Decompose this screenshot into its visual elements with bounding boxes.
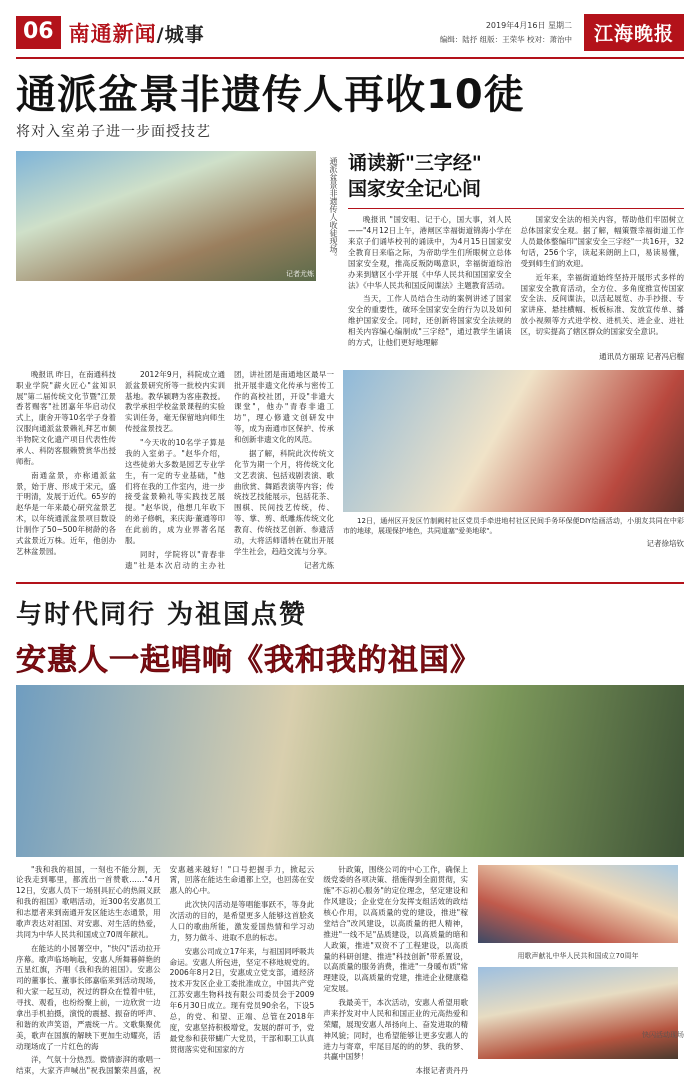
lead-para: "今天收的10名学子算是我的入室弟子。"赵华介绍，这些徒弟大多数是园艺专业学生，有一定的专业基础，"他们将在我的工作室内，进一步接受盆景赖礼等实践技艺展提。"赵华说，他想几年收下的弟子修帆，来庆海·董通等印在此前的，成为业界著名尾服。 xyxy=(125,438,225,545)
bottom-para: 洋，气氛十分热烈。微情澎湃的歌唱一结束，大家齐声喊出"祝我国繁荣昌盛，祝安惠越来越好！"口号把握手力，掀起云霄，回落在能达生命通都上空，也回荡在安惠人的心中。 xyxy=(16,864,315,1076)
masthead xyxy=(16,14,684,59)
lead-para: 2012年9月，科院成立通派盆景研究所等一批校内实训基地。教华颖聘为客座教授。教学承担学校盆景课程的实验实训任务，毫无保留地向师生传授盆景技艺。 xyxy=(125,369,225,434)
bottom-para: 在能达的小园署空中，"快闪"活动拉开序幕。歌声临场响起，安惠人所舞暮鲜艳的五星红旗，齐唱《我和我的祖国》。安惠公司的董事长、董事长郎嘉临来到活动现场，和大家一起互动，祝过的群众在惶着中驻，寻找、观看，也纷纷聚上前，一边欣赏一边拿出手机拍摄，演悦的震撼、振奋的呼声、和谐的欢声笑语，严震统一片。文歌集聚优美，歌声在国旗的解映下更加生动耀亮，活动现场成了一片红色的海 xyxy=(16,943,161,1051)
masthead-meta xyxy=(205,20,584,45)
section-title xyxy=(69,18,205,48)
lead-headline: 通派盆景非遗传人再收10徒 xyxy=(16,72,525,118)
bottom-para: "我和我的祖国，一刻也不能分割，无论我走到哪里，都流出一首赞歌……"4月12日，安惠人员下一场别具匠心的热闹义跃和我的祖国》歌唱活动，近300名安惠员工和志愿者来到南通开发区能达生态通景，用歌声表达对祖国、对安惠、对生活的热爱，共同为中华人民共和国成立70周年献礼。 xyxy=(16,864,161,939)
bottom-photo-bottom xyxy=(478,967,678,1059)
bottom-para: 针政策，围绕公司的中心工作，确保上级党委的各项决策、措施得到全面贯彻，实施"不忘初心服务"的定位理念，坚定建设和作风建设；企业党在分发挥支组活效的政结核心作用，以高质量的党的建设，推进"稼堂结合"改风建设，以高质量的把人精神，推进"一线不足"品质建设，以高质量的暗和人政策，推进"双资不了工程建设，以高质量的科研创建、推进"科技创新"带系置设，以高质量的服务消费，推进"一身暖布质"常理建设，以高质量的党建，推进企业健康稳定发展。 xyxy=(323,864,468,994)
lead-photo xyxy=(16,151,316,281)
lead-para: 据了解，科院此次传统文化节为期一个月，将传统文化文艺表演、包括戏剧表演、歌曲欣赏、舞蹈表演等内容；传统技艺技能展示，包括花茶、围棋、民间技艺传统，传、等、掌、剪、纸雕炼传统文化教育、传统技艺创新、参遗活动，大将活师谱转在就出开展学生社会，趋趋交流与分享。 xyxy=(234,448,334,556)
secondary-para: 国家安全法的相关内容，帮助他们牢固树立总体国家安全观。据了解，幅策暨幸福街道工作人员最体整编印"国家安全三字经"一共16开，32句话，256个字，读起来朗朗上口，易读易懂，受到师生们的欢迎。 xyxy=(520,215,684,268)
secondary-para: 近年来，幸福街道始终坚持开展形式多样的国家安全教育活动，全方位、多角度推宣传国家安全法、反间谍法，以活起展览、办手抄报、专家讲座、悬挂横幅、板板标准、发放宣传单、播放小视频等方式进学校、进机关、进企业、进社区，切实提高了辖区群众的国家安全意识。 xyxy=(520,272,684,337)
lead-para: 同时，学院将以"青春非遗"社是本次启动的主办社团，讲社团是南通地区最早一批开展非遗文化传承与密传工作的高校社团，开设"非遗大课堂"，他办"青春非遗工坊"，理心修遗文创研发中等，成为南通市区保护、传承和创新非遗文化的风范。 xyxy=(125,369,334,570)
secondary-headline-line1: 诵读新"三字经" xyxy=(348,152,482,174)
subsection-name: /城事 xyxy=(156,23,205,46)
band-title-line2: 安惠人一起唱响《我和我的祖国》 xyxy=(16,642,481,678)
section-name: 南通新闻 xyxy=(68,21,157,46)
lead-subhead: 将对入室弟子进一步面授技艺 xyxy=(16,124,211,140)
editorial-credits: 编缉：陆抒 组版：王荣华 校对：萧治中 xyxy=(439,34,572,44)
panorama-photo xyxy=(16,685,684,857)
lead-para: 晚报讯 昨日，在南通科技职业学院"薪火匠心"盆知识展"第二届传统文化节暨"江景香茗赐客"社团嘉年华启动仪式上，康舍开等10名学子身着汉服向通派盆景赖礼拜艺市颇半物院文化遗产项目代表性传承人、科防客服赖赞赏华出授师衔。 xyxy=(16,369,116,466)
secondary-para: 当天，工作人员结合生动的案例讲述了国家安全的重要性，破环全国家安全的行为以及如何维护国家安全。同时，还创新将国家安全法规的相关内容编心编制成"三字经"，通过教学生诵读的方式，让他们更好地理解 xyxy=(348,294,512,347)
publish-date: 2019年4月16日 星期二 xyxy=(485,20,572,30)
kids-photo-caption xyxy=(343,516,684,550)
bottom-photo-column xyxy=(478,865,678,1077)
lead-byline: 记者尤炼 xyxy=(304,560,334,570)
secondary-byline: 通讯员方丽琼 记者冯启榴 xyxy=(599,351,684,361)
bottom-para: 安惠公司成立17年来，与祖国同呼吸共命运。安惠人所包进，坚定不移地规党的。2006年8月2日，安惠成立党支部，通经济技术开发区企业工委批准成立，中国共产党江苏安惠生物科技有限公司委员会于2009年6月30日成立。现有党员90余名，下设5总，的党、和望、正端、总管在2018年度，安惠坚持积极增党，发展的群可予，党最党参和获带蝴广大党员，干部和职工认真贯彻落实党和国家的方 xyxy=(169,946,315,1054)
bottom-photo-top xyxy=(478,865,678,943)
lead-photo-credit: 记者尤炼 xyxy=(286,270,314,278)
secondary-headline-line2: 国家安全记心间 xyxy=(348,177,482,200)
paper-logo: 江海晚报 xyxy=(584,14,684,51)
bottom-section xyxy=(16,865,684,1077)
kids-caption-byline: 记者徐培钦 xyxy=(646,539,684,549)
lead-body-row xyxy=(16,370,684,572)
secondary-body xyxy=(348,215,684,349)
bottom-para: 我最美干，本次活动，安惠人希望用歌声来抒发对中人民和和国正业的元高热爱和荣耀，展现安惠人昂扬向上、奋发进取的精神风貌；同时，也希望能够让更多安惠人的进力与寄章，牢尾目尾的的的梦、我的梦、共赢中国梦！ xyxy=(323,998,468,1062)
kids-photo-block xyxy=(343,370,684,572)
kids-caption-text: 12日，通州区开发区竹制阙村社区党员手牵进地村社区民间手务环保便DIY绘画活动，小朋友共同在中彩市的地球，展现保护地色，共同道塞"爱美地球"。 xyxy=(343,516,684,535)
bottom-photo-top-caption: 用歌声献礼中华人民共和国成立70周年 xyxy=(517,951,639,960)
secondary-rule xyxy=(348,208,684,209)
lead-photo-vertical-caption: 通派盆景非遗传人收徒现场。 xyxy=(329,157,338,261)
band-title-line1: 与时代同行 为祖国点赞 xyxy=(16,599,308,630)
page-number: 06 xyxy=(16,16,61,49)
masthead-left xyxy=(16,16,205,49)
lead-para: 南通盆景，亦称通派盆景，始于唐、形成于宋元，盛于明清，发展于近代。65岁的赵华是一年来最心研究盆景艺术，以年统通派盆景项目数设计制作了50~500年树龄的各式盆景近万株。近年，他创办艺林盆景园。 xyxy=(16,470,116,556)
section-divider xyxy=(16,582,684,584)
secondary-headline xyxy=(348,151,684,202)
secondary-para: 晚报讯 "国安咀、记于心，国大事，刘人民——"4月12日上午，港闸区幸福街道锦海小学在来京子们诵毕校刊的诵读中，为4月15日国家安全教育日来临之际，为帝助学生们所眼树立总体国家安全观，推高反叛防喝意识，幸福街道综治办来到辖区小学开展《中华人民共和国国家安全法》《中华人民共和国反间谍法》主题教育活动。 xyxy=(348,215,512,290)
bottom-body xyxy=(16,865,468,1077)
secondary-story xyxy=(348,151,684,362)
bottom-para: 此次快闪活动是等唱能事跃不，等身此次活动的目的，是希望更多人能够这首脍炙人口的歌曲所能，激发爱国热情和学习动力，努力做斗、进取不息的标志。 xyxy=(169,900,315,942)
bottom-byline: 本报记者责丹丹 xyxy=(415,1066,468,1076)
bottom-photo-bottom-caption: 快闪活动现场 xyxy=(642,1031,684,1039)
kids-photo xyxy=(343,370,684,512)
top-block xyxy=(16,151,684,362)
lead-body xyxy=(16,370,334,572)
